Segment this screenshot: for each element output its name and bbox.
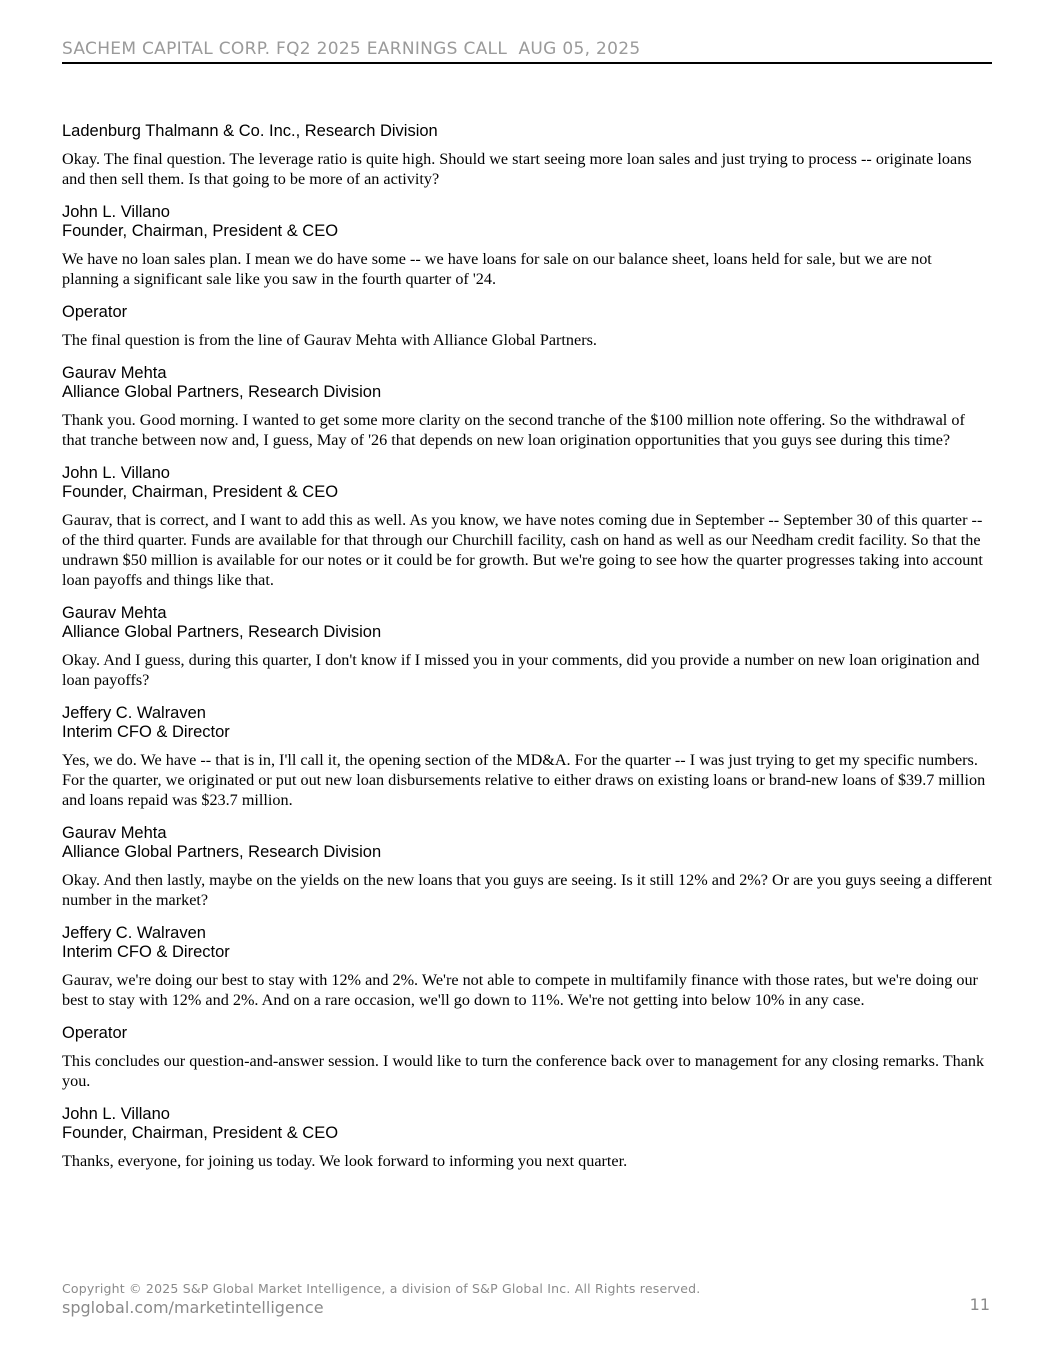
speaker-role: Alliance Global Partners, Research Division bbox=[62, 383, 382, 401]
transcript-paragraph: Okay. And I guess, during this quarter, I don't know if I missed you in your comments, did you provide a number on new loan origination and loan payoffs? bbox=[62, 651, 980, 689]
speaker-block bbox=[62, 1024, 992, 1043]
speaker-name: Gaurav Mehta bbox=[62, 824, 167, 842]
speaker-name: Operator bbox=[62, 1024, 128, 1042]
speaker-name: John L. Villano bbox=[62, 464, 170, 482]
transcript-paragraph: Gaurav, we're doing our best to stay with 12% and 2%. We're not able to compete in multifamily finance with those rates, but we're doing our best to stay with 12% and 2%. And on a rare occasion, we'll go down to 11%. We're not getting into below 10% in any case. bbox=[62, 971, 978, 1009]
page-number: 11 bbox=[969, 1295, 990, 1314]
speaker-name: John L. Villano bbox=[62, 203, 170, 221]
footer-link[interactable]: spglobal.com/marketintelligence bbox=[62, 1298, 324, 1317]
speaker-role: Interim CFO & Director bbox=[62, 943, 230, 961]
transcript-paragraph: The final question is from the line of Gaurav Mehta with Alliance Global Partners. bbox=[62, 331, 597, 349]
speaker-role: Interim CFO & Director bbox=[62, 723, 230, 741]
speaker-name: Jeffery C. Walraven bbox=[62, 704, 206, 722]
speaker-block bbox=[62, 122, 992, 141]
speaker-name: Gaurav Mehta bbox=[62, 364, 167, 382]
speaker-name: John L. Villano bbox=[62, 1105, 170, 1123]
speaker-block bbox=[62, 464, 992, 502]
speaker-role: Founder, Chairman, President & CEO bbox=[62, 222, 339, 240]
footer-copyright: Copyright © 2025 S&P Global Market Intelligence, a division of S&P Global Inc. All Rights reserved. bbox=[62, 1281, 701, 1296]
transcript-paragraph: This concludes our question-and-answer session. I would like to turn the conference back over to management for any closing remarks. Thank you. bbox=[62, 1052, 985, 1090]
transcript-paragraph: Yes, we do. We have -- that is in, I'll call it, the opening section of the MD&A. For the quarter -- I was just trying to get my specific numbers. For the quarter, we originated or put out new loan disbursements relative to either draws on existing loans or brand-new loans of $39.7 million and loans repaid was $23.7 million. bbox=[62, 751, 986, 809]
speaker-role: Alliance Global Partners, Research Division bbox=[62, 623, 382, 641]
speaker-block bbox=[62, 604, 992, 642]
transcript-paragraph: We have no loan sales plan. I mean we do have some -- we have loans for sale on our balance sheet, loans held for sale, but we are not planning a significant sale like you saw in the fourth quarter of '24. bbox=[62, 250, 932, 288]
speaker-block bbox=[62, 364, 992, 402]
transcript-paragraph: Okay. And then lastly, maybe on the yields on the new loans that you guys are seeing. Is it still 12% and 2%? Or are you guys seeing a different number in the market? bbox=[62, 871, 992, 909]
speaker-name: Operator bbox=[62, 303, 128, 321]
speaker-name: Gaurav Mehta bbox=[62, 604, 167, 622]
page-header bbox=[62, 38, 992, 64]
transcript-paragraph: Thank you. Good morning. I wanted to get some more clarity on the second tranche of the $100 million note offering. So the withdrawal of that tranche between now and, I guess, May of '26 that depends on new loan origination opportunities that you guys see during this time? bbox=[62, 411, 965, 449]
speaker-block bbox=[62, 1105, 992, 1143]
speaker-block bbox=[62, 824, 992, 862]
speaker-block bbox=[62, 203, 992, 241]
speaker-block bbox=[62, 303, 992, 322]
speaker-role: Founder, Chairman, President & CEO bbox=[62, 1124, 339, 1142]
speaker-role: Founder, Chairman, President & CEO bbox=[62, 483, 339, 501]
transcript-paragraph: Gaurav, that is correct, and I want to add this as well. As you know, we have notes coming due in September -- September 30 of this quarter -- of the third quarter. Funds are available for that through our Churchill facility, cash on hand as well as our Needham credit facility. So that the undrawn $50 million is available for our notes or it could be for growth. But we're going to see how the quarter progresses taking into account loan payoffs and things like that. bbox=[62, 511, 983, 589]
transcript-paragraph: Thanks, everyone, for joining us today. We look forward to informing you next quarter. bbox=[62, 1152, 628, 1170]
transcript-body bbox=[62, 122, 992, 1185]
speaker-block bbox=[62, 924, 992, 962]
speaker-block bbox=[62, 704, 992, 742]
speaker-role: Alliance Global Partners, Research Division bbox=[62, 843, 382, 861]
speaker-role: Ladenburg Thalmann & Co. Inc., Research Division bbox=[62, 122, 438, 140]
header-title: SACHEM CAPITAL CORP. FQ2 2025 EARNINGS CALL AUG 05, 2025 bbox=[62, 39, 641, 59]
speaker-name: Jeffery C. Walraven bbox=[62, 924, 206, 942]
transcript-paragraph: Okay. The final question. The leverage ratio is quite high. Should we start seeing more loan sales and just trying to process -- originate loans and then sell them. Is that going to be more of an activity? bbox=[62, 150, 972, 188]
